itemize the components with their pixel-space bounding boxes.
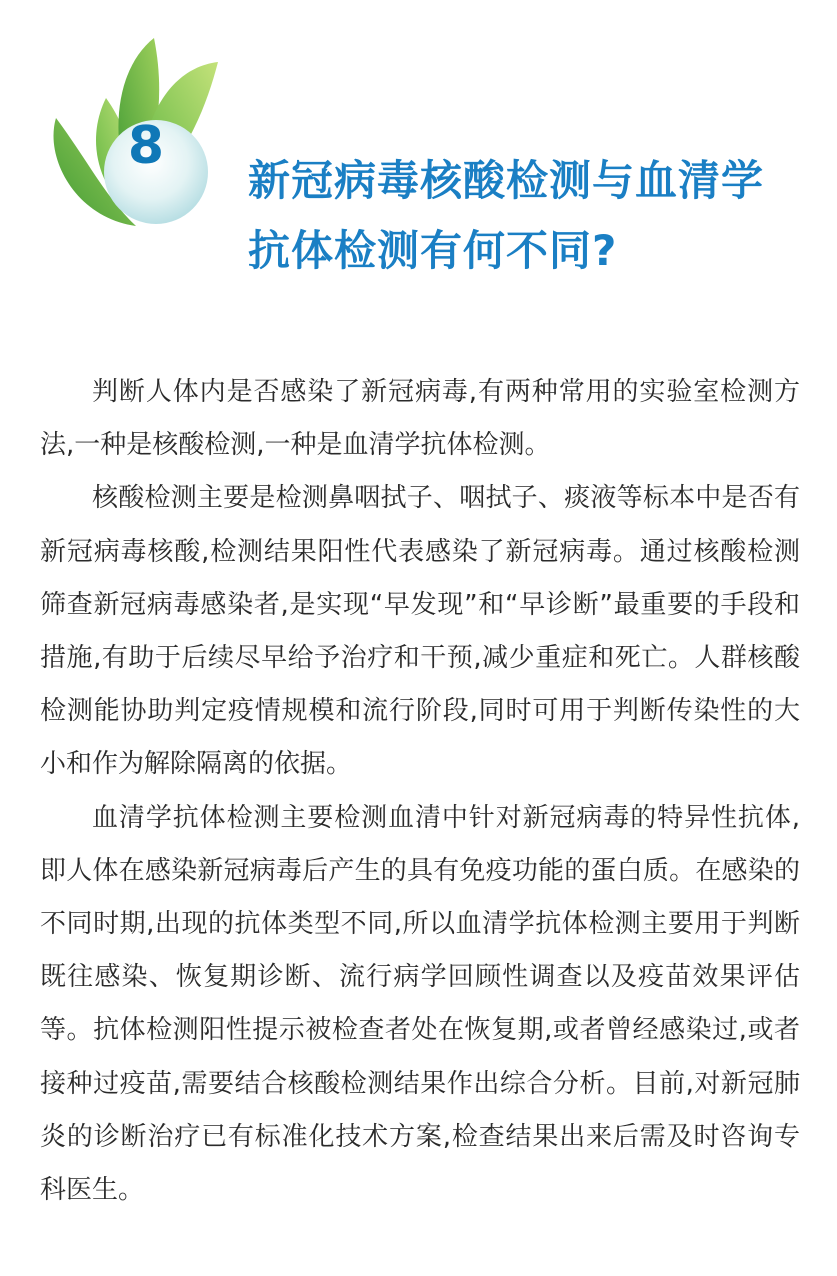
paragraph-2: 核酸检测主要是检测鼻咽拭子、咽拭子、痰液等标本中是否有新冠病毒核酸,检测结果阳性代表感染了新冠病毒。通过核酸检测筛查新冠病毒感染者,是实现“早发现”和“早诊断”最重要的手段和措施,有助于后续尽早给予治疗和干预,减少重症和死亡。人群核酸检测能协助判定疫情规模和流行阶段,同时可用于判断传染性的大小和作为解除隔离的依据。 [40, 483, 800, 780]
title-line-2: 抗体检测有何不同? [248, 226, 618, 275]
section-header [0, 0, 837, 300]
page-title [248, 146, 818, 286]
paragraph-3: 血清学抗体检测主要检测血清中针对新冠病毒的特异性抗体,即人体在感染新冠病毒后产生的具有免疫功能的蛋白质。在感染的不同时期,出现的抗体类型不同,所以血清学抗体检测主要用于判断既往感染、恢复期诊断、流行病学回顾性调查以及疫苗效果评估等。抗体检测阳性提示被检查者处在恢复期,或者曾经感染过,或者接种过疫苗,需要结合核酸检测结果作出综合分析。目前,对新冠肺炎的诊断治疗已有标准化技术方案,检查结果出来后需及时咨询专科医生。 [40, 802, 800, 1206]
section-number: 8 [127, 116, 165, 176]
paragraph-1: 判断人体内是否感染了新冠病毒,有两种常用的实验室检测方法,一种是核酸检测,一种是血清学抗体检测。 [40, 377, 800, 461]
title-line-1: 新冠病毒核酸检测与血清学 [248, 156, 765, 205]
article-body [40, 366, 800, 1217]
